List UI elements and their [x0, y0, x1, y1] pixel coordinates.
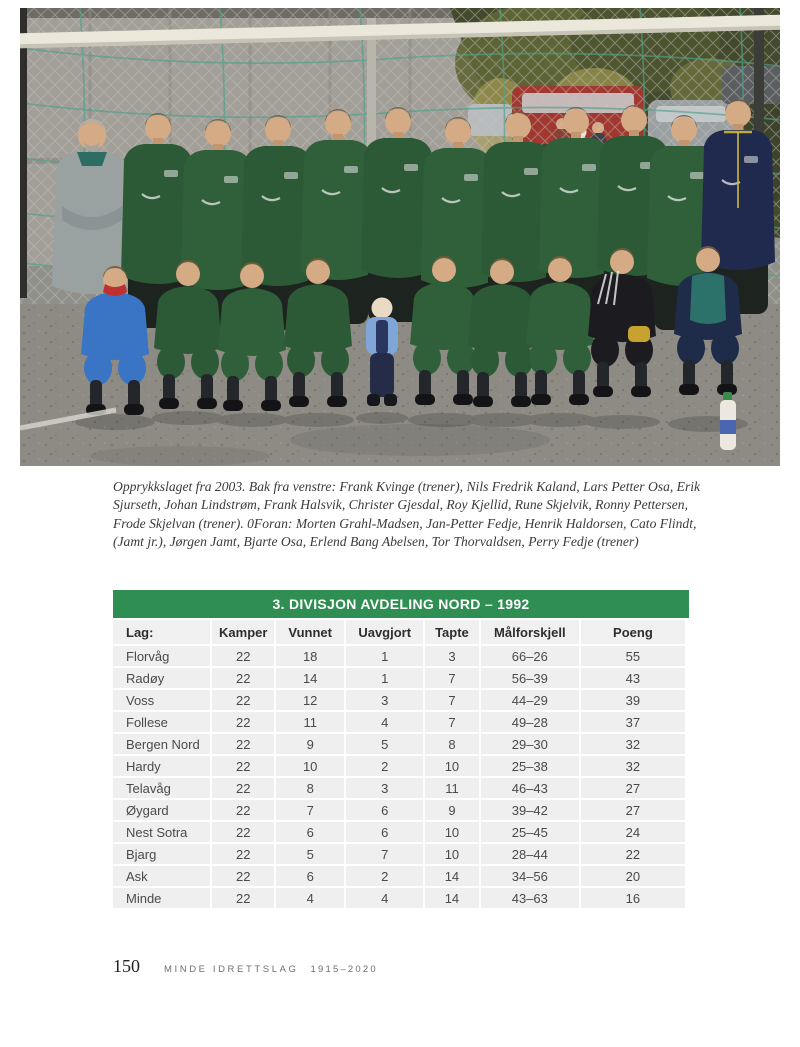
- cell-played: 22: [212, 822, 274, 842]
- cell-team: Follese: [113, 712, 210, 732]
- standings-body: [113, 646, 685, 908]
- cell-drawn: 3: [346, 778, 423, 798]
- cell-points: 32: [581, 756, 685, 776]
- table-row: [113, 734, 685, 754]
- cell-played: 22: [212, 690, 274, 710]
- cell-goal-difference: 28–44: [481, 844, 579, 864]
- cell-won: 4: [276, 888, 344, 908]
- cell-team: Voss: [113, 690, 210, 710]
- cell-drawn: 2: [346, 756, 423, 776]
- cell-goal-difference: 44–29: [481, 690, 579, 710]
- cell-drawn: 2: [346, 866, 423, 886]
- cell-team: Minde: [113, 888, 210, 908]
- cell-played: 22: [212, 646, 274, 666]
- cell-goal-difference: 34–56: [481, 866, 579, 886]
- cell-played: 22: [212, 888, 274, 908]
- cell-team: Bjarg: [113, 844, 210, 864]
- footer-years: 1915–2020: [310, 964, 378, 975]
- table-row: [113, 712, 685, 732]
- table-row: [113, 800, 685, 820]
- cell-points: 27: [581, 778, 685, 798]
- cell-lost: 9: [425, 800, 479, 820]
- cell-won: 8: [276, 778, 344, 798]
- col-header-uavgjort: Uavgjort: [346, 620, 423, 644]
- cell-lost: 7: [425, 668, 479, 688]
- cell-played: 22: [212, 778, 274, 798]
- cell-won: 10: [276, 756, 344, 776]
- cell-lost: 14: [425, 888, 479, 908]
- cell-points: 32: [581, 734, 685, 754]
- cell-goal-difference: 43–63: [481, 888, 579, 908]
- page-number: 150: [113, 956, 140, 976]
- cell-played: 22: [212, 866, 274, 886]
- table-row: [113, 756, 685, 776]
- col-header-kamper: Kamper: [212, 620, 274, 644]
- cell-team: Telavåg: [113, 778, 210, 798]
- cell-drawn: 4: [346, 888, 423, 908]
- cell-won: 7: [276, 800, 344, 820]
- cell-won: 11: [276, 712, 344, 732]
- cell-team: Øygard: [113, 800, 210, 820]
- cell-won: 18: [276, 646, 344, 666]
- cell-team: Nest Sotra: [113, 822, 210, 842]
- cell-goal-difference: 66–26: [481, 646, 579, 666]
- cell-played: 22: [212, 756, 274, 776]
- cell-drawn: 6: [346, 800, 423, 820]
- table-row: [113, 778, 685, 798]
- cell-won: 6: [276, 866, 344, 886]
- cell-goal-difference: 49–28: [481, 712, 579, 732]
- cell-points: 24: [581, 822, 685, 842]
- cell-lost: 7: [425, 712, 479, 732]
- cell-won: 12: [276, 690, 344, 710]
- col-header-tapte: Tapte: [425, 620, 479, 644]
- standings-table: [111, 618, 687, 910]
- table-row: [113, 668, 685, 688]
- cell-team: Florvåg: [113, 646, 210, 666]
- cell-points: 55: [581, 646, 685, 666]
- table-row: [113, 866, 685, 886]
- team-photo: [20, 8, 780, 466]
- page-footer: [113, 956, 378, 977]
- cell-lost: 11: [425, 778, 479, 798]
- cell-points: 39: [581, 690, 685, 710]
- cell-lost: 7: [425, 690, 479, 710]
- cell-goal-difference: 25–38: [481, 756, 579, 776]
- cell-played: 22: [212, 800, 274, 820]
- cell-points: 27: [581, 800, 685, 820]
- cell-goal-difference: 39–42: [481, 800, 579, 820]
- standings-title: 3. DIVISJON AVDELING NORD – 1992: [113, 590, 689, 618]
- cell-won: 5: [276, 844, 344, 864]
- cell-lost: 8: [425, 734, 479, 754]
- photo-caption: Opprykkslaget fra 2003. Bak fra venstre: Frank Kvinge (trener), Nils Fredrik Kaland, Lars Petter Osa, Erik Sjurseth, Johan Lindstrøm, Frank Halsvik, Christer Gjesdal, Roy Kjellid, Rune Skjelvik, Ronny Pettersen, Frode Skjelvan (trener). 0Foran: Morten Grahl-Madsen, Jan-Petter Fedje, Henrik Haldorsen, Cato Flindt, (Jamt jr.), Jørgen Jamt, Bjarte Osa, Erlend Bang Abelsen, Tor Thorvaldsen, Perry Fedje (trener): [113, 479, 701, 550]
- col-header-vunnet: Vunnet: [276, 620, 344, 644]
- cell-points: 43: [581, 668, 685, 688]
- cell-lost: 3: [425, 646, 479, 666]
- cell-goal-difference: 46–43: [481, 778, 579, 798]
- cell-lost: 14: [425, 866, 479, 886]
- table-row: [113, 822, 685, 842]
- cell-team: Bergen Nord: [113, 734, 210, 754]
- cell-played: 22: [212, 734, 274, 754]
- table-row: [113, 690, 685, 710]
- standings-section: [113, 590, 689, 910]
- cell-drawn: 6: [346, 822, 423, 842]
- cell-played: 22: [212, 668, 274, 688]
- cell-team: Ask: [113, 866, 210, 886]
- cell-goal-difference: 56–39: [481, 668, 579, 688]
- cell-lost: 10: [425, 844, 479, 864]
- footer-book-title: MINDE IDRETTSLAG: [164, 964, 299, 975]
- team-photo-illustration: [20, 8, 780, 466]
- cell-drawn: 5: [346, 734, 423, 754]
- cell-goal-difference: 25–45: [481, 822, 579, 842]
- cell-played: 22: [212, 844, 274, 864]
- cell-drawn: 7: [346, 844, 423, 864]
- table-row: [113, 844, 685, 864]
- standings-header-row: [113, 620, 685, 644]
- cell-team: Radøy: [113, 668, 210, 688]
- cell-points: 16: [581, 888, 685, 908]
- col-header-malforskjell: Målforskjell: [481, 620, 579, 644]
- cell-points: 20: [581, 866, 685, 886]
- table-row: [113, 888, 685, 908]
- table-row: [113, 646, 685, 666]
- cell-team: Hardy: [113, 756, 210, 776]
- cell-played: 22: [212, 712, 274, 732]
- col-header-poeng: Poeng: [581, 620, 685, 644]
- cell-lost: 10: [425, 756, 479, 776]
- cell-goal-difference: 29–30: [481, 734, 579, 754]
- cell-drawn: 1: [346, 668, 423, 688]
- cell-won: 9: [276, 734, 344, 754]
- col-header-lag: Lag:: [113, 620, 210, 644]
- cell-won: 14: [276, 668, 344, 688]
- cell-points: 37: [581, 712, 685, 732]
- cell-drawn: 4: [346, 712, 423, 732]
- cell-won: 6: [276, 822, 344, 842]
- cell-drawn: 1: [346, 646, 423, 666]
- cell-points: 22: [581, 844, 685, 864]
- cell-lost: 10: [425, 822, 479, 842]
- cell-drawn: 3: [346, 690, 423, 710]
